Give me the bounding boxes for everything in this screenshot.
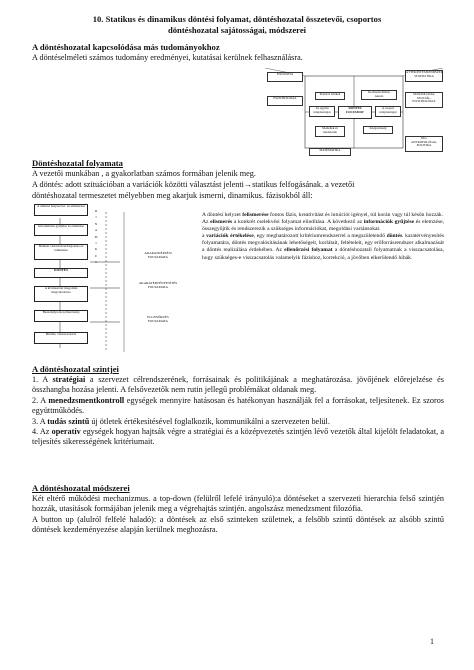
process-flow-diagram — [32, 202, 190, 358]
box-erkolcsi: Erkölcsi értékek — [315, 92, 345, 100]
flow-step-3: Döntési variációk kidolgozása és értékelése — [34, 244, 88, 260]
box-jog: JOG, ANTROPOLÓGIA, POLITIKA — [405, 136, 443, 152]
method-bottom-up: A button up (alulról felfelé haladó): a döntések az első szinteken születnek, a felsőbb szintű döntések az alsóbb szintű döntések kezdeményezése alapján kerülnek meghozásra. — [32, 514, 444, 535]
title-line-1: 10. Statikus és dinamikus döntési folyamat, döntéshozatal összetevői, csoportos — [92, 14, 382, 24]
process-text-1: A vezetői munkában , a gyakorlatban számos formában jelenik meg. — [32, 169, 256, 178]
phases-description — [202, 212, 444, 262]
box-kockazat: Kockázatvállalás Akarat — [361, 90, 397, 100]
section-text-connection: A döntéselméleti számos tudomány eredményei, kutatásai kerülnek felhasználásra. — [32, 53, 303, 62]
page-number: 1 — [430, 637, 434, 646]
section-heading-process: Döntéshozatal folyamata — [32, 158, 123, 168]
flow-step-7: Bírálás, visszacsatolás — [34, 332, 88, 344]
flow-step-4: DÖNTÉS — [34, 268, 88, 278]
vertical-dynamic-label: D I N A M I K U S — [94, 209, 98, 265]
levels-list — [32, 375, 444, 448]
side-label-will-enforcing: AKARATÉRVÉNYESÍTÉS FOLYAMATA — [138, 281, 178, 289]
flow-step-5: A kiválasztott megoldás megvalósítása — [34, 286, 88, 302]
process-text-2: A döntés: adott szituációban a variációk közötti választást jelenti→statikus felfogásának. a vezetői — [32, 180, 355, 189]
level-item-4: 4. Az operatív egységek hogyan hajtsák végre a stratégiai és a középvezetés szintjén lévő vezetők által kijelölt feladatokat, a teljesítés sikerességének kritériumait. — [32, 427, 444, 447]
side-label-control: ELLENŐRZÉS FOLYAMATA — [147, 315, 169, 323]
section-heading-methods: A döntéshozatal módszerei — [32, 483, 130, 493]
box-modellek: Modellek és módszerek — [315, 126, 345, 137]
disciplines-diagram — [265, 68, 443, 156]
box-attekintes: ÁTTEKINTÉS/RENDSZER STATISZTIKA — [405, 70, 443, 82]
phase-paragraph-1: A döntési helyzet felismerése fontos fázis, kreativitást és intuíciót igényel, túl korán vagy túl későn hozzák. — [202, 212, 444, 218]
level-item-3: 3. A tudás szintű új ötletek értékesítésével foglalkozik, kommunikálni a szervezeten belül. — [32, 416, 330, 426]
box-egyeni: Az egyéni tulajdonságai — [309, 106, 335, 117]
process-text-3: döntéshozatal termeszetet mélyebben meg akarjuk ismerni, dinamikus. fázisokból áll: — [32, 191, 313, 200]
box-pszichologia: PSZICHOLÓGIA — [267, 96, 303, 106]
level-item-1: 1. A stratégiai a szervezet célrendszerének, forrásainak és politikájának a meghatározása. jövőjének előrejelzése és összhangba hozása jelenti. A felsővezetők nem rutin jellegű problémákat oldanak meg. — [32, 375, 444, 395]
flow-step-1: A döntési helyzet fel- és elismerése — [34, 204, 88, 216]
box-kozgazdasag: Közgazdaság — [363, 126, 393, 134]
box-filozofia: FILOZÓFIA — [267, 72, 303, 82]
level-item-2: 2. A menedzsmentkontroll egységek mennyire hatásosan és hatékonyan használják fel a forrásokat, teljesítenek. Ez szoros együttműködés. — [32, 395, 444, 416]
method-top-down: Két eltérő működési mechanizmus. a top-down (felülről lefelé irányuló):a döntéseket a szervezeti hierarchia felső szintjén hozzák, utasítások formájában jelenik meg a végrehajtás szintjén. angolszász menedzsment filozófia. — [32, 494, 444, 514]
box-matematika: MATEMATIKA — [309, 148, 351, 156]
box-szociologia: SZOCIOLÓGIA, SZOCIÁL- PSZICHOLÓGIA — [405, 92, 443, 108]
methods-text — [32, 494, 444, 536]
flow-step-2: Információk gyűjtése és elemzése — [34, 224, 88, 236]
phase-paragraph-3: a variációk értékelése, egy meghatározott kritériumrendszerrel a megszületendő döntés. karatérvényesítés folyamatára, döntés megvalósításának lehetőségeit, korlátait, feltételeit, egy erőforrásrendszer alkalmazását a döntés realizálása érdekében. Az ellenőrzési folyamat a döntéshozatali folyamatnak a visszacsatolása, hogy szükséges-e visszacsatolás valamelyik fázishoz, korrekció, a jövőben elkerülendő hibák. — [202, 233, 445, 261]
section-heading-levels: A döntéshozatal szintjei — [32, 364, 119, 374]
flow-step-6: Beszabályozás (ellenőrzés) — [34, 310, 88, 322]
page-title — [30, 14, 444, 36]
phase-paragraph-2: Az elismerés a konkrét cselekvési folyamat elindítása. A következő az információk gyűjtése és elemzése, összegyűjtik és rendszerezik a szükséges információkat, megoldási variánsokat. — [202, 219, 445, 233]
side-label-will-forming: AKARATKÉPZÉSI FOLYAMATA — [144, 251, 172, 259]
box-dontes-folyamat: DÖNTÉS FOLYAMAT — [338, 106, 372, 119]
box-csoport: A csoport tulajdonságai — [375, 106, 401, 117]
title-line-2: döntéshozatal sajátosságai, módszerei — [167, 25, 307, 35]
section-heading-connection: A döntéshozatal kapcsolódása más tudományokhoz — [32, 42, 220, 52]
